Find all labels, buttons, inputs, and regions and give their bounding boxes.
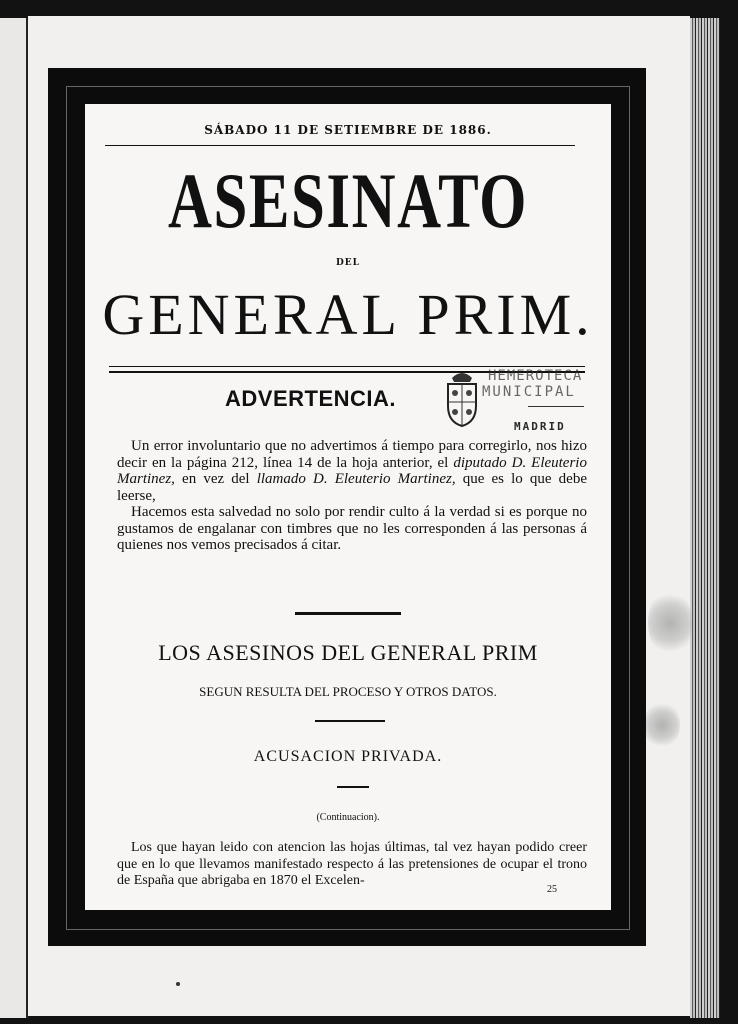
- header-rule: [105, 145, 575, 146]
- text-run: que es lo que debe leerse,: [117, 471, 587, 504]
- section-subheading: SEGUN RESULTA DEL PROCESO Y OTROS DATOS.: [199, 684, 497, 699]
- facing-page-edge: [0, 18, 29, 1018]
- stamp-line-1: HEMEROTECA: [488, 368, 583, 384]
- masthead-del: DEL: [336, 258, 360, 268]
- advertencia-heading: ADVERTENCIA.: [225, 386, 397, 411]
- advertencia-paragraph-1: [117, 438, 587, 504]
- section-divider: [295, 612, 401, 615]
- coat-of-arms-icon: [440, 368, 484, 430]
- masthead-title-general-prim: GENERAL PRIM.: [102, 282, 594, 347]
- text-run: en vez del: [174, 471, 257, 487]
- section-divider-short: [315, 720, 385, 722]
- article-paragraph: Los que hayan leido con atencion las hojas últimas, tal vez hayan podido creer que en lo que llevamos manifestado respecto á las pretensiones de ocupar el trono de España que abrigaba en 1870 el Excelen-: [117, 840, 587, 888]
- masthead-title-asesinato: ASESINATO: [167, 157, 529, 244]
- ink-speck: [176, 982, 180, 986]
- part-divider: [337, 786, 369, 788]
- italic-run: diputado D. Eleuterio Martinez,: [117, 454, 587, 487]
- part-heading: ACUSACION PRIVADA.: [253, 748, 443, 765]
- page-number: 25: [547, 884, 557, 895]
- advertencia-paragraph-2: Hacemos esta salvedad no solo por rendir culto á la verdad si es porque no gustamos de engalanar con timbres que no les corresponden á las personas á quienes nos vemos precisados á citar.: [117, 504, 587, 553]
- issue-date: SÁBADO 11 DE SETIEMBRE DE 1886.: [204, 123, 492, 137]
- italic-run: llamado D. Eleuterio Martinez,: [256, 471, 456, 487]
- section-heading: LOS ASESINOS DEL GENERAL PRIM: [158, 640, 538, 665]
- fingerprint-smudge: [644, 700, 680, 750]
- book-page-edges: [690, 18, 720, 1018]
- fingerprint-smudge: [648, 588, 692, 658]
- article-text: [117, 840, 587, 890]
- stamp-line-2: MUNICIPAL: [482, 384, 576, 400]
- stamp-rule: [528, 406, 584, 407]
- library-stamp: [440, 362, 630, 440]
- continuation-note: (Continuacion).: [316, 812, 380, 823]
- text-run: Un error involuntario que no advertimos á tiempo para corregirlo, nos hizo decir en la página 212, línea 14 de la hoja anterior, el: [117, 438, 587, 471]
- framed-content: [85, 104, 611, 910]
- advertencia-text: [117, 438, 587, 554]
- stamp-line-3: MADRID: [514, 420, 566, 433]
